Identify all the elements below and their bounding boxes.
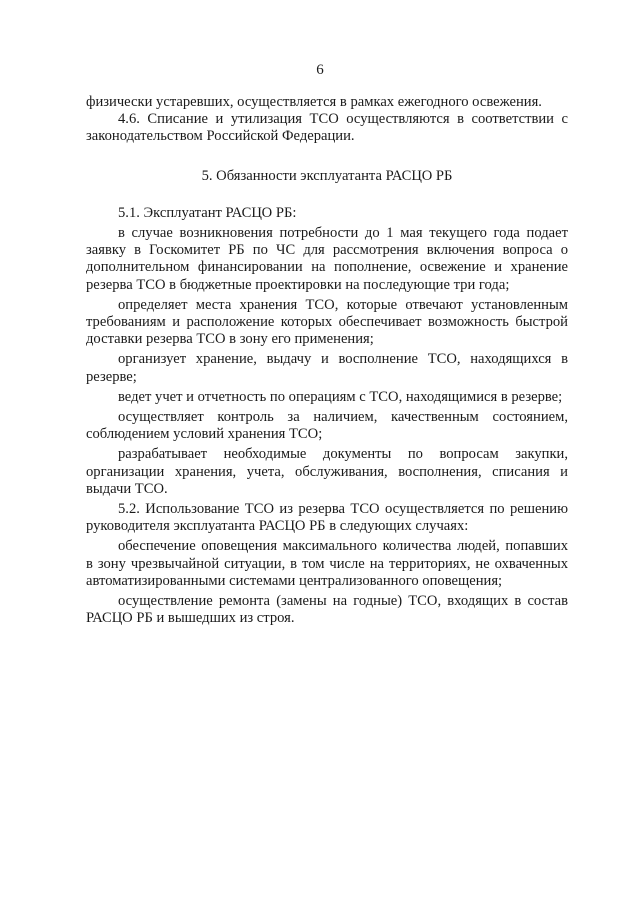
- paragraph-5-2: 5.2. Использование ТСО из резерва ТСО осуществляется по решению руководителя эксплуатанта РАСЦО РБ в следующих случаях:: [86, 501, 568, 535]
- paragraph-4-6: 4.6. Списание и утилизация ТСО осуществляются в соответствии с законодательством Российской Федерации.: [86, 111, 568, 145]
- section-heading: 5. Обязанности эксплуатанта РАСЦО РБ: [201, 167, 453, 184]
- paragraph-duty-organize-storage: организует хранение, выдачу и восполнение ТСО, находящихся в резерве;: [86, 351, 568, 385]
- paragraph-duty-control: осуществляет контроль за наличием, качественным состоянием, соблюдением условий хранения ТСО;: [86, 409, 568, 443]
- paragraph-5-1-title: 5.1. Эксплуатант РАСЦО РБ:: [118, 204, 297, 221]
- paragraph-case-warning: обеспечение оповещения максимального количества людей, попавших в зону чрезвычайной ситуации, в том числе на территориях, не охваченных автоматизированными системами централизованного оповещения;: [86, 538, 568, 589]
- paragraph-duty-accounting: ведет учет и отчетность по операциям с ТСО, находящимися в резерве;: [118, 388, 563, 405]
- paragraph-case-repair: осуществление ремонта (замены на годные) ТСО, входящих в состав РАСЦО РБ и вышедших из строя.: [86, 593, 568, 627]
- paragraph-continuation: физически устаревших, осуществляется в рамках ежегодного освежения.: [86, 94, 542, 110]
- document-body: [86, 94, 568, 627]
- page-number: 6: [316, 62, 324, 78]
- paragraph-duty-request: в случае возникновения потребности до 1 мая текущего года подает заявку в Госкомитет РБ по ЧС для рассмотрения включения вопроса о дополнительном финансировании на пополнение, освежение и хранение резерва ТСО в бюджетные проектировки на последующие три года;: [86, 225, 568, 293]
- paragraph-duty-documents: разрабатывает необходимые документы по вопросам закупки, организации хранения, учета, обслуживания, восполнения, списания и выдачи ТСО.: [86, 446, 568, 497]
- paragraph-duty-storage-places: определяет места хранения ТСО, которые отвечают установленным требованиям и расположение которых обеспечивает возможность быстрой доставки резерва ТСО в зону его применения;: [86, 296, 568, 348]
